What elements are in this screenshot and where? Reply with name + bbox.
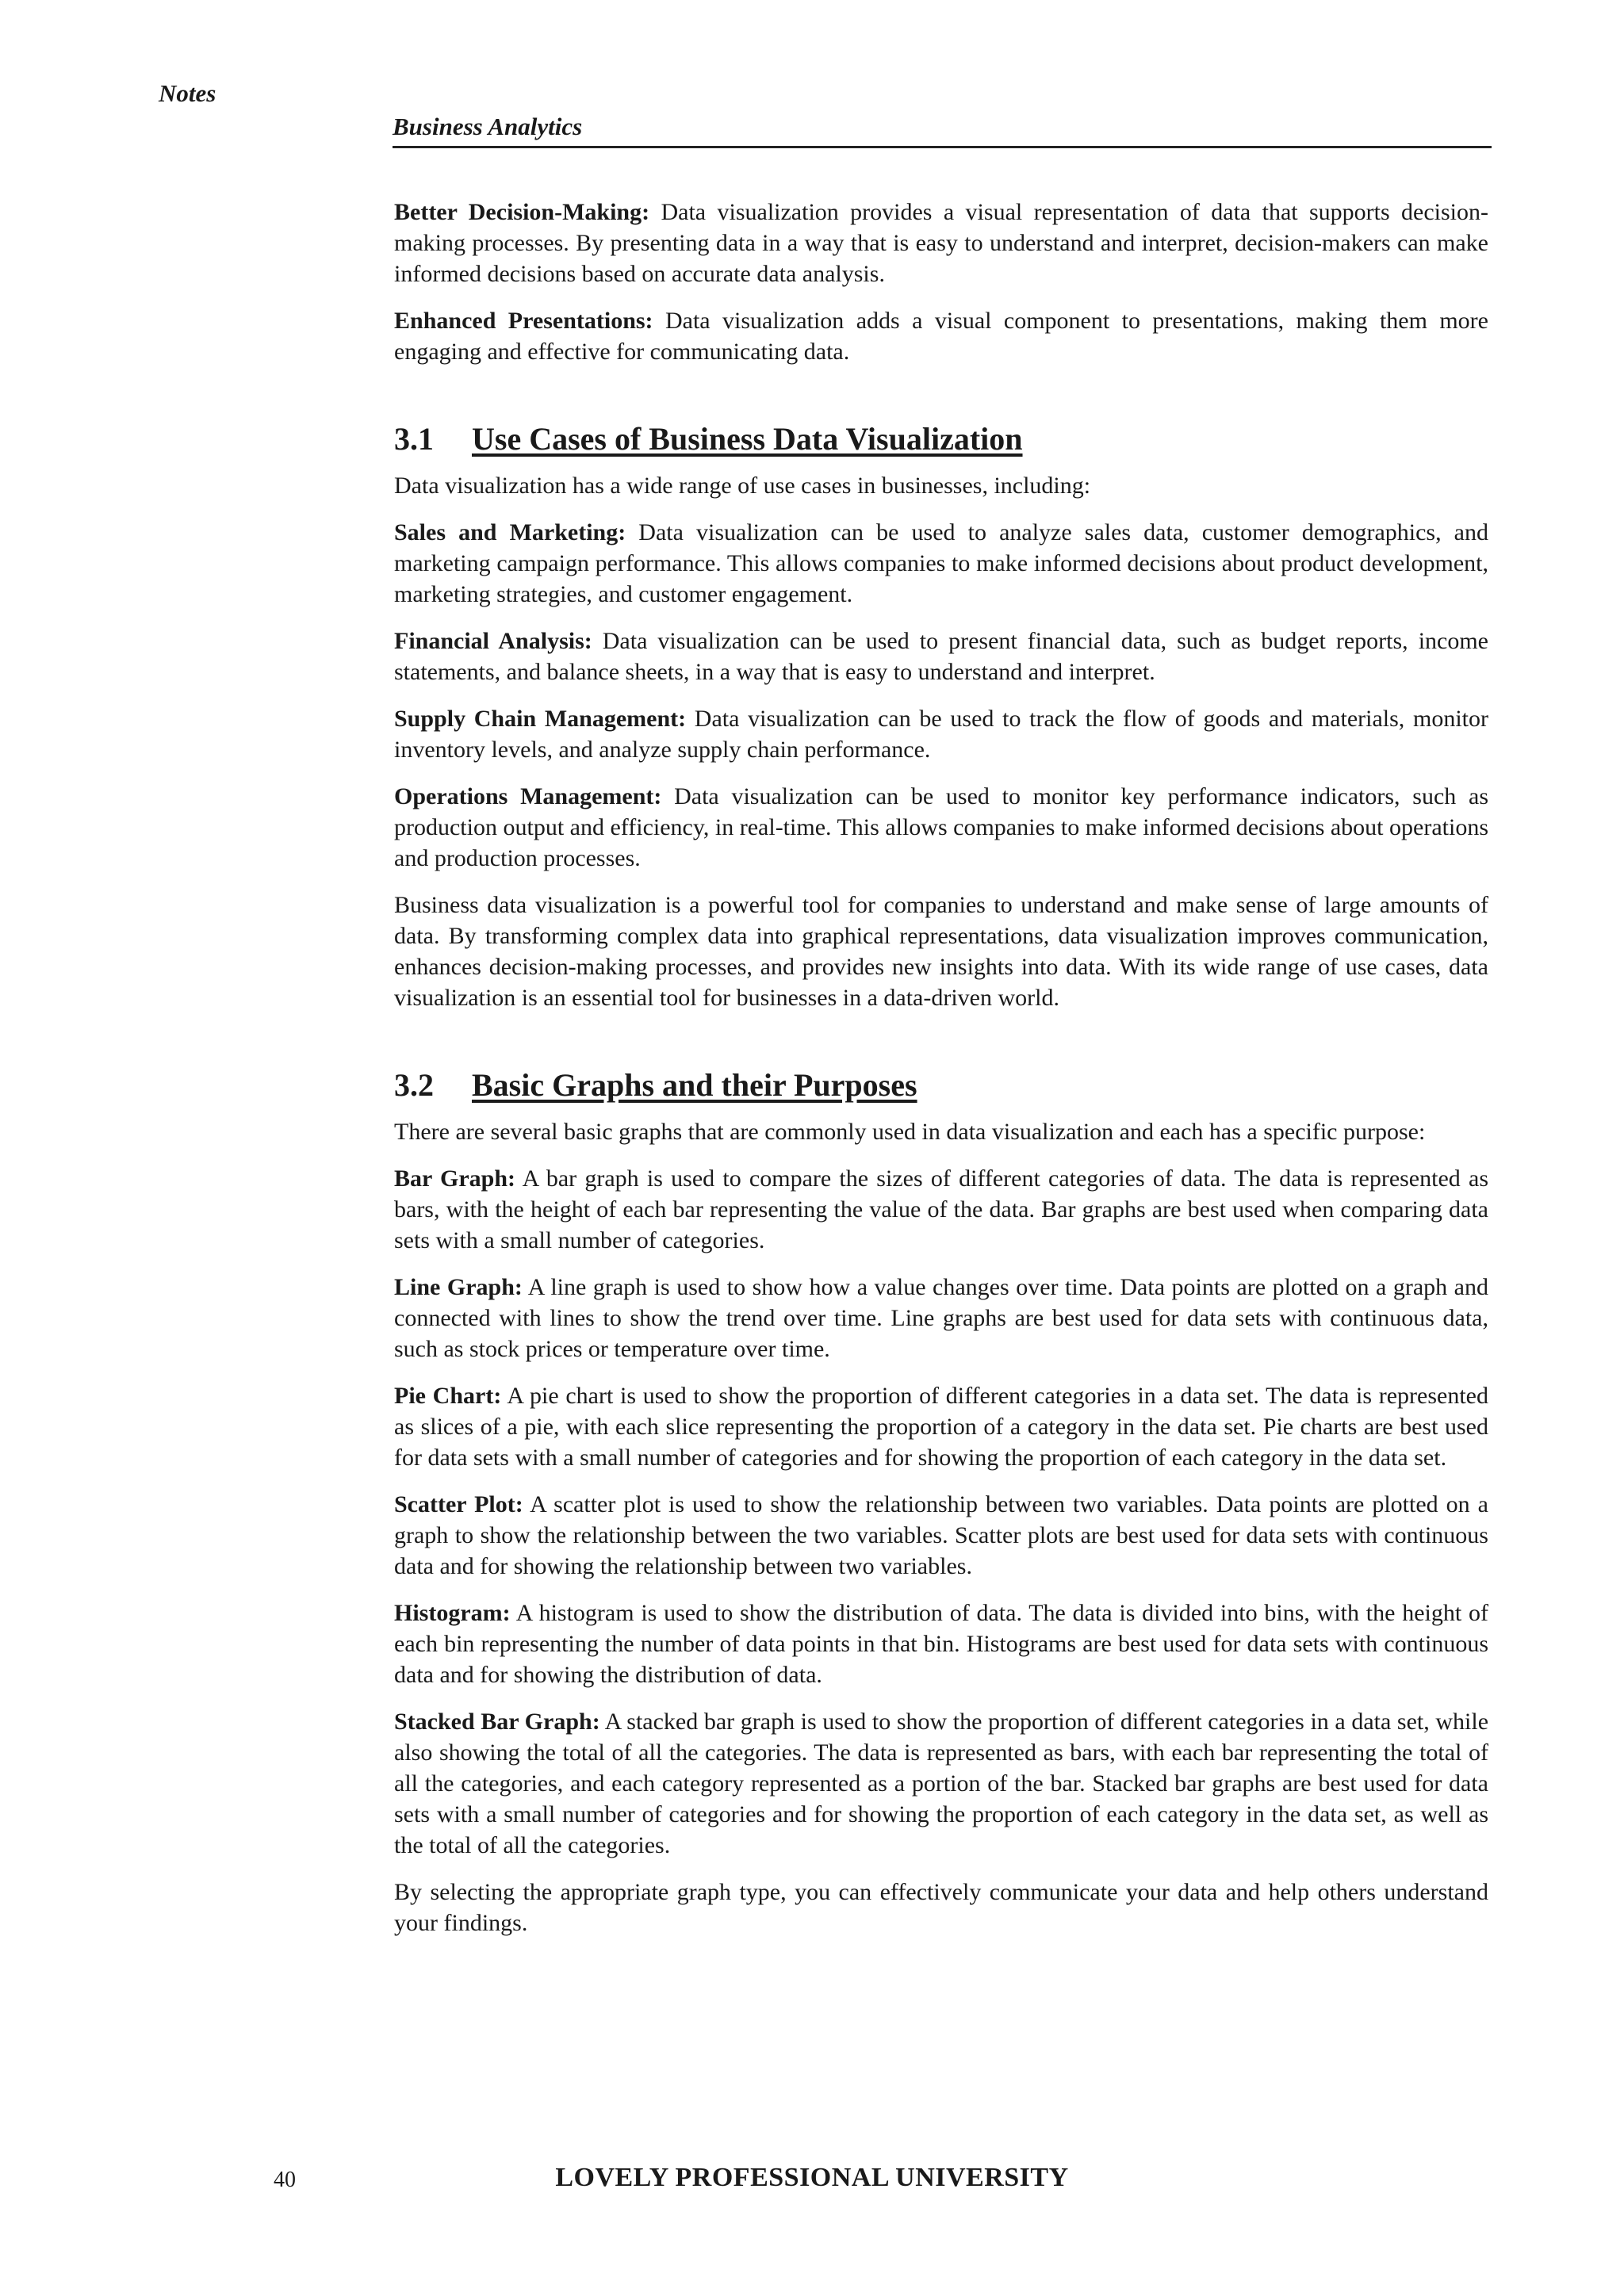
paragraph-closing: By selecting the appropriate graph type, you can effectively communicate your data and help others understand your findings. [394,1879,1488,1936]
paragraph-lead: Better Decision-Making: [394,199,650,225]
paragraph-section-intro: Data visualization has a wide range of use cases in businesses, including: [394,473,1091,499]
paragraph-line-graph [394,1272,1488,1364]
paragraph-section-intro: There are several basic graphs that are commonly used in data visualization and each has a specific purpose: [394,1119,1426,1145]
paragraph-lead: Stacked Bar Graph: [394,1709,600,1735]
page-number: 40 [274,2168,296,2192]
paragraph-text: Data visualization can be used to monitor key performance indicators, such as production output and efficiency, in real-time. This allows companies to make informed decisions about operations and production processes. [394,783,1489,871]
page-content [394,197,1488,1954]
section-title: Use Cases of Business Data Visualization [472,421,1023,457]
paragraph-lead: Bar Graph: [394,1165,516,1192]
paragraph-summary: Business data visualization is a powerful tool for companies to understand and make sense of large amounts of data. By transforming complex data into graphical representations, data visualization improves communication, enhances decision-making processes, and provides new insights into data. With its wide range of use cases, data visualization is an essential tool for businesses in a data-driven world. [394,892,1488,1011]
paragraph-histogram [394,1598,1488,1690]
paragraph-pie-chart [394,1380,1488,1473]
section-title: Basic Graphs and their Purposes [472,1067,917,1103]
paragraph-lead: Enhanced Presentations: [394,308,653,334]
paragraph-text: Data visualization can be used to track the flow of goods and materials, monitor inventory levels, and analyze supply chain performance. [394,706,1488,763]
paragraph-enhanced-presentations [394,305,1488,367]
paragraph-text: A scatter plot is used to show the relationship between two variables. Data points are plotted on a graph to show the relationship between the two variables. Scatter plots are best used for data sets with continuous data and for showing the relationship between two variables. [394,1491,1488,1579]
paragraph-supply-chain-management [394,703,1488,765]
margin-notes-label: Notes [159,79,216,107]
paragraph-better-decision-making [394,197,1488,289]
paragraph-text: Data visualization can be used to present financial data, such as budget reports, income statements, and balance sheets, in a way that is easy to understand and interpret. [394,628,1489,685]
section-number: 3.1 [394,421,434,457]
section-number: 3.2 [394,1067,434,1103]
paragraph-text: A histogram is used to show the distribution of data. The data is divided into bins, with the height of each bin representing the number of data points in that bin. Histograms are best used for data sets with continuous data and for showing the distribution of data. [394,1600,1488,1688]
paragraph-bar-graph [394,1163,1488,1256]
paragraph-stacked-bar-graph [394,1706,1488,1861]
paragraph-text: A bar graph is used to compare the sizes of different categories of data. The data is represented as bars, with the height of each bar representing the value of the data. Bar graphs are best used when comparing data sets with a small number of categories. [394,1165,1488,1253]
paragraph-lead: Operations Management: [394,783,662,809]
footer-university: LOVELY PROFESSIONAL UNIVERSITY [555,2163,1069,2192]
paragraph-text: A line graph is used to show how a value changes over time. Data points are plotted on a graph and connected with lines to show the trend over time. Line graphs are best used for data sets with continuous data, such as stock prices or temperature over time. [394,1274,1488,1362]
section-heading-3-2 [394,1066,1488,1105]
paragraph-lead: Sales and Marketing: [394,519,626,545]
paragraph-lead: Scatter Plot: [394,1491,523,1517]
paragraph-sales-and-marketing [394,517,1488,610]
paragraph-lead: Financial Analysis: [394,628,592,654]
paragraph-text: Data visualization provides a visual representation of data that supports decision-making processes. By presenting data in a way that is easy to understand and interpret, decision-makers can make informed decisions based on accurate data analysis. [394,199,1488,287]
paragraph-text: A pie chart is used to show the proportion of different categories in a data set. The data is represented as slices of a pie, with each slice representing the proportion of a category in the data set. Pie charts are best used for data sets with a small number of categories and for showing the proportion of each category in the data set. [394,1383,1488,1471]
paragraph-lead: Line Graph: [394,1274,523,1300]
paragraph-lead: Supply Chain Management: [394,706,687,732]
section-heading-3-1 [394,419,1488,459]
paragraph-text: A stacked bar graph is used to show the proportion of different categories in a data set, while also showing the total of all the categories. The data is represented as bars, with each bar representing the total of all the categories, and each category represented as a portion of the bar. Stacked bar graphs are best used for data sets with a small number of categories and for showing the proportion of each category in the data set, as well as the total of all the categories. [394,1709,1489,1858]
running-header: Business Analytics [393,113,1492,148]
paragraph-lead: Pie Chart: [394,1383,502,1409]
paragraph-scatter-plot [394,1489,1488,1582]
paragraph-text: Data visualization can be used to analyze sales data, customer demographics, and marketing campaign performance. This allows companies to make informed decisions about product development, marketing strategies, and customer engagement. [394,519,1488,607]
paragraph-lead: Histogram: [394,1600,511,1626]
paragraph-financial-analysis [394,626,1488,687]
paragraph-operations-management [394,781,1488,874]
paragraph-text: Data visualization adds a visual component to presentations, making them more engaging and effective for communicating data. [394,308,1488,365]
